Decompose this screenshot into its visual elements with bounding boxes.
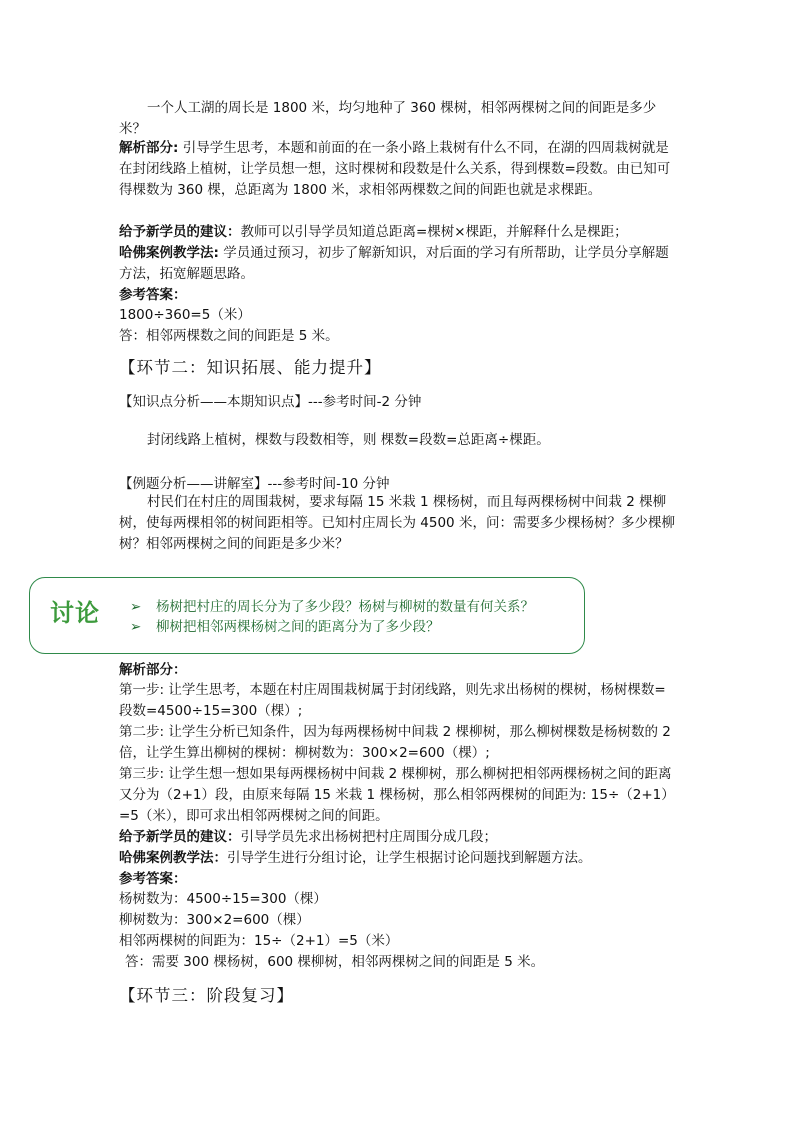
problem2-advice — [119, 827, 679, 848]
problem2-analysis-label: 解析部分： — [119, 662, 187, 678]
knowledge-text: 封闭线路上植树，棵数与段数相等，则 棵数=段数=总距离÷棵距。 — [147, 432, 550, 448]
problem2-answer-final: 答：需要 300 棵杨树，600 棵柳树，相邻两棵树之间的间距是 5 米。 — [125, 954, 545, 970]
problem1-analysis-label: 解析部分: — [119, 140, 179, 156]
problem2-answer-2: 柳树数为：300×2=600（棵） — [119, 912, 310, 928]
problem1-analysis-text: 引导学生思考，本题和前面的在一条小路上栽树有什么不同，在湖的四周栽树就是在封闭线路上植树，让学员想一想，这时棵树和段数是什么关系，得到棵数=段数。由已知可得棵数为 360 棵，总距离为 1800 米，求相邻两棵数之间的间距也就是求棵距。 — [119, 140, 671, 198]
discussion-title: 讨论 — [50, 599, 100, 627]
discussion-question-1 — [130, 595, 534, 615]
problem2-answer-1: 杨树数为：4500÷15=300（棵） — [119, 891, 327, 907]
discussion-question-2-text: 柳树把相邻两棵杨树之间的距离分为了多少段？ — [156, 619, 440, 635]
section2-title: 【环节二：知识拓展、能力提升】 — [119, 358, 382, 377]
problem1-answer-final: 答：相邻两棵数之间的间距是 5 米。 — [119, 328, 339, 344]
problem2-step2: 第二步: 让学生分析已知条件，因为每两棵杨树中间栽 2 棵柳树，那么柳树棵数是杨树数的 2 倍，让学生算出柳树的棵树：柳树数为：300×2=600（棵）; — [119, 724, 671, 761]
problem2-harvard — [119, 848, 679, 869]
problem2-harvard-text: 引导学生进行分组讨论，让学生根据讨论问题找到解题方法。 — [227, 850, 592, 866]
problem2-step3: 第三步: 让学生想一想如果每两棵杨树中间栽 2 棵柳树，那么柳树把相邻两棵杨树之间的距离又分为（2+1）段，由原来每隔 15 米栽 1 棵杨树，那么相邻两棵树的间距为: 15÷（2+1）=5（米），即可求出相邻两棵树之间的间距。 — [119, 766, 675, 824]
section3-title: 【环节三：阶段复习】 — [119, 986, 294, 1005]
problem2-step1: 第一步: 让学生思考，本题在村庄周围栽树属于封闭线路，则先求出杨树的棵树，杨树棵数=段数=4500÷15=300（棵）; — [119, 682, 666, 719]
problem1-harvard — [119, 243, 679, 285]
arrow-bullet-icon: ➢ — [130, 599, 142, 615]
arrow-bullet-icon: ➢ — [130, 619, 142, 635]
problem2-harvard-label: 哈佛案例教学法： — [119, 850, 227, 866]
example-header: 【例题分析——讲解室】---参考时间-10 分钟 — [119, 476, 390, 492]
problem2-advice-text: 引导学员先求出杨树把村庄周围分成几段； — [240, 829, 497, 845]
problem1-harvard-text: 学员通过预习，初步了解新知识，对后面的学习有所帮助，让学员分享解题方法，拓宽解题思路。 — [119, 245, 669, 282]
knowledge-header: 【知识点分析——本期知识点】---参考时间-2 分钟 — [119, 394, 422, 410]
problem1-question: 一个人工湖的周长是 1800 米，均匀地种了 360 棵树，相邻两棵树之间的间距是多少米？ — [119, 100, 657, 137]
discussion-question-2 — [130, 615, 440, 635]
problem1-advice — [119, 222, 679, 243]
problem1-answer-calc: 1800÷360=5（米） — [119, 307, 251, 323]
example-text: 村民们在村庄的周围栽树，要求每隔 15 米栽 1 棵杨树，而且每两棵杨树中间栽 2 棵柳树，使每两棵相邻的树间距相等。已知村庄周长为 4500 米，问：需要多少棵杨树？多少棵柳树？相邻两棵树之间的间距是多少米？ — [119, 494, 675, 552]
discussion-question-1-text: 杨树把村庄的周长分为了多少段？杨树与柳树的数量有何关系？ — [156, 599, 534, 615]
problem2-answer-label: 参考答案： — [119, 871, 187, 887]
problem2-advice-label: 给予新学员的建议： — [119, 829, 241, 845]
problem2-answer-3: 相邻两棵树的间距为：15÷（2+1）=5（米） — [119, 933, 399, 949]
problem1-analysis — [119, 138, 679, 201]
problem1-advice-text: 教师可以引导学员知道总距离=棵树×棵距，并解释什么是棵距； — [240, 224, 628, 240]
problem1-harvard-label: 哈佛案例教学法: — [119, 245, 219, 261]
problem1-answer-label: 参考答案： — [119, 287, 187, 303]
problem1-advice-label: 给予新学员的建议： — [119, 224, 241, 240]
discussion-box — [29, 577, 585, 654]
